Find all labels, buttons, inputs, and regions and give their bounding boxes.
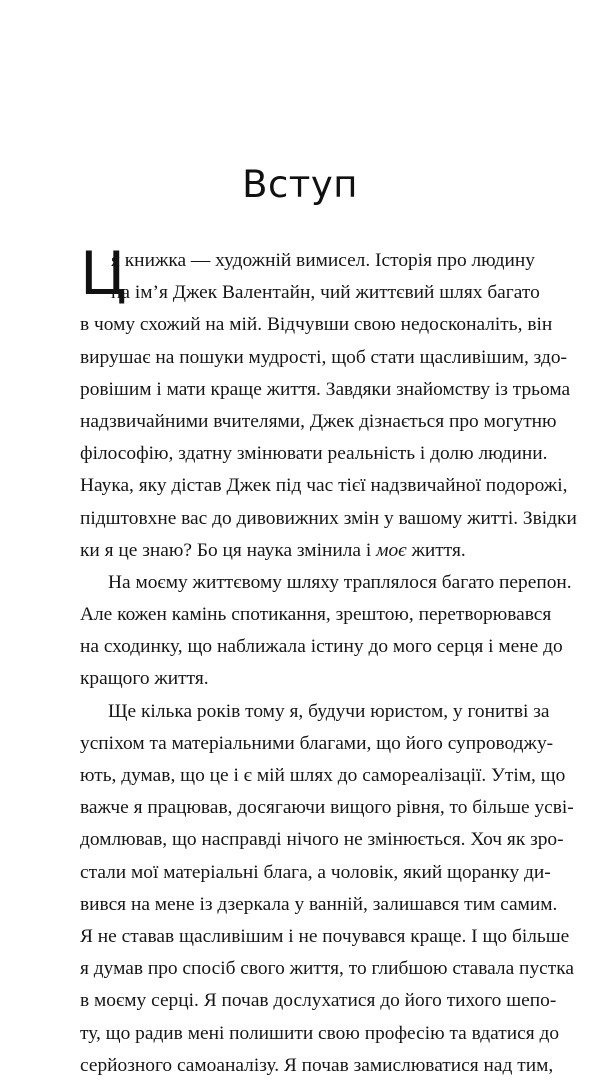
text-line: На моєму життєвому шляху траплялося багато перепон. bbox=[108, 571, 572, 593]
text-fragment: життя. bbox=[406, 539, 466, 561]
text-line: Ще кілька років тому я, будучи юристом, у гонитві за bbox=[108, 700, 550, 722]
text-line: надзвичайними вчителями, Джек дізнається про могутню bbox=[80, 410, 557, 432]
text-line: ту, що радив мені полишити свою професію та вдатися до bbox=[80, 1022, 560, 1044]
text-line: Наука, яку дістав Джек під час тієї надзвичайної подорожі, bbox=[80, 475, 568, 497]
text-line: я книжка — художній вимисел. Історія про людину bbox=[111, 250, 535, 271]
text-line: на ім’я Джек Валентайн, чий життєвий шлях багато bbox=[111, 282, 540, 304]
text-line bbox=[80, 535, 522, 567]
text-line: серйозного самоаналізу. Я почав замислюватися над тим, bbox=[80, 1054, 554, 1076]
paragraph-1 bbox=[80, 239, 577, 567]
text-line: ровішим і мати краще життя. Завдяки знайомству із трьома bbox=[80, 378, 571, 400]
paragraph-2 bbox=[80, 567, 572, 696]
text-line: на сходинку, що наближала істину до мого серця і мене до bbox=[80, 636, 563, 658]
text-line: вився на мене із дзеркала у ванній, залишався тим самим. bbox=[80, 893, 558, 915]
drop-cap: Ц bbox=[80, 239, 127, 309]
text-line: Але кожен камінь спотикання, зрештою, перетворювався bbox=[80, 604, 552, 626]
text-line: стали мої матеріальні блага, а чоловік, який щоранку ди- bbox=[80, 861, 551, 883]
text-line: підштовхне вас до дивовижних змін у вашому житті. Звідки bbox=[80, 507, 577, 529]
body-text bbox=[80, 239, 577, 1082]
chapter-title: Вступ bbox=[242, 163, 358, 206]
text-fragment: ки я це знаю? Бо ця наука змінила і bbox=[80, 539, 377, 561]
text-line: ють, думав, що це і є мій шлях до самореалізації. Утім, що bbox=[80, 765, 566, 786]
text-line: кращого життя. bbox=[80, 668, 209, 690]
text-line: домлював, що насправді нічого не змінюється. Хоч як зро- bbox=[80, 829, 564, 851]
text-line: в моєму серці. Я почав дослухатися до його тихого шепо- bbox=[80, 990, 557, 1012]
text-line: вирушає на пошуки мудрості, щоб стати щасливішим, здо- bbox=[80, 346, 567, 368]
emphasis-text: моє bbox=[376, 539, 407, 561]
text-line: Я не ставав щасливішим і не почувався краще. І що більше bbox=[80, 925, 570, 947]
paragraph-3 bbox=[80, 696, 574, 1082]
text-line: я думав про спосіб свого життя, то глибшою ставала пустка bbox=[80, 958, 574, 980]
text-line: в чому схожий на мій. Відчувши свою недосконаліть, він bbox=[80, 314, 553, 336]
text-line: успіхом та матеріальними благами, що його супроводжу- bbox=[80, 732, 554, 754]
text-line: філософію, здатну змінювати реальність і долю людини. bbox=[80, 443, 548, 465]
text-line: важче я працював, досягаючи вищого рівня, то більше усві- bbox=[80, 797, 574, 819]
